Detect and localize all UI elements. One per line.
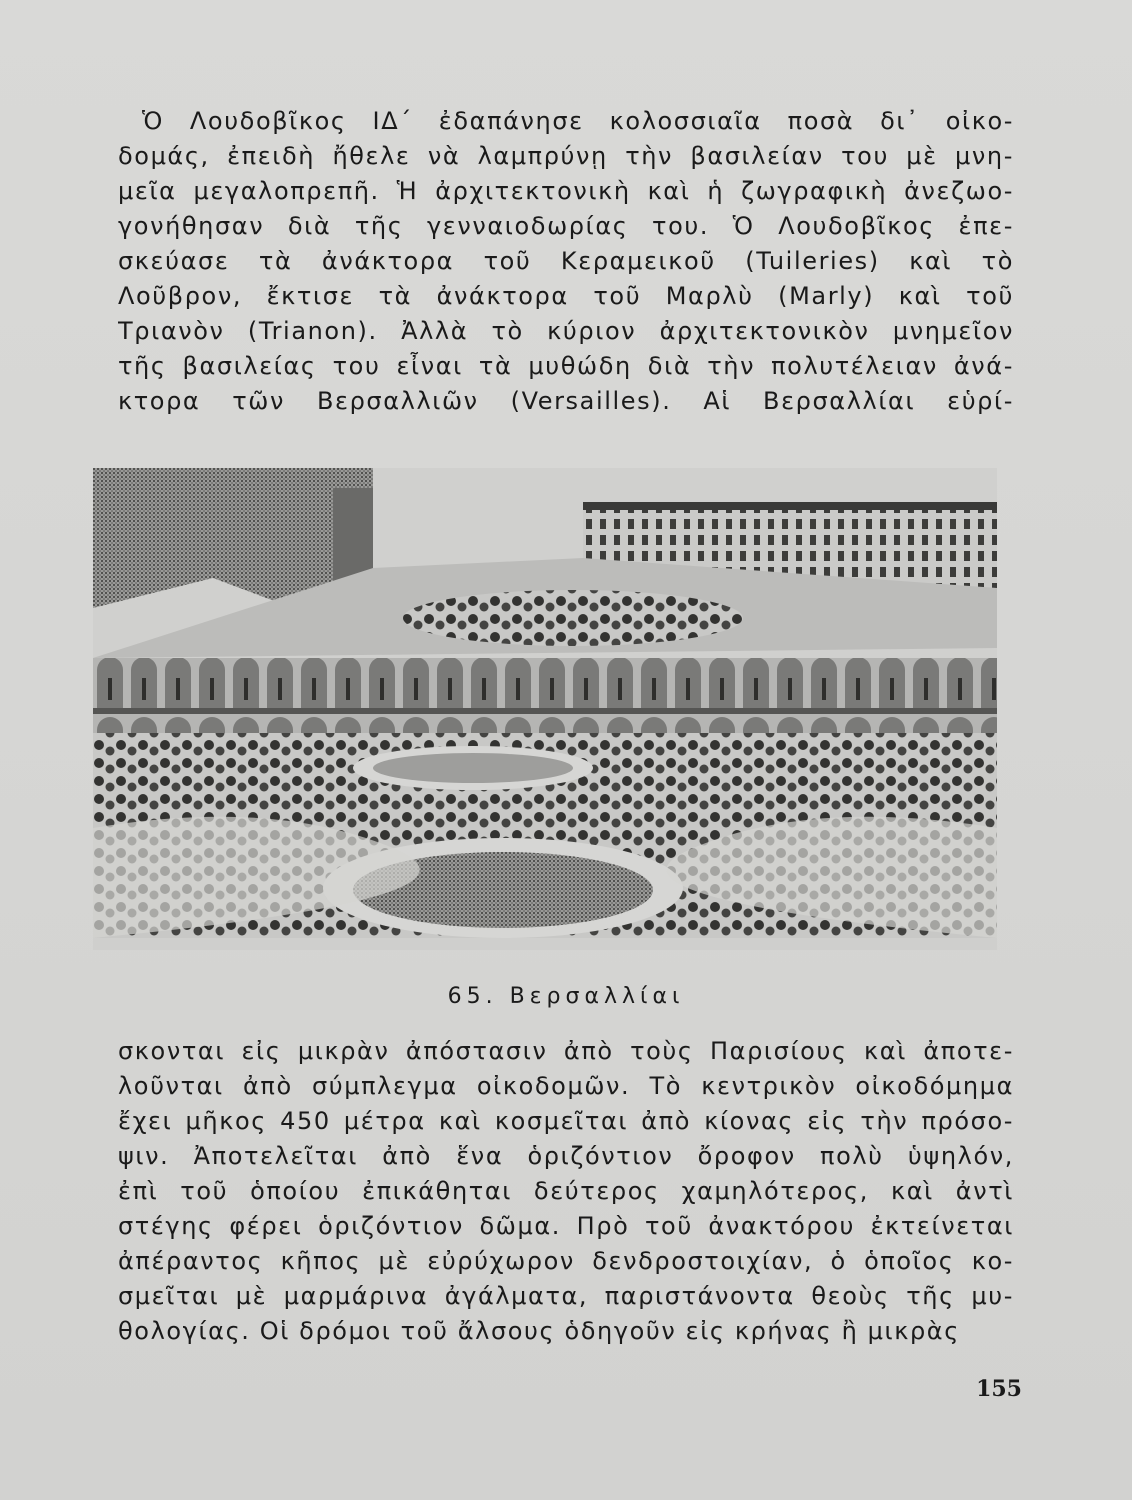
text-line: Τριανὸν (Trianon). Ἀλλὰ τὸ κύριον ἀρχιτεκτονικὸν μνημεῖον <box>118 317 1014 345</box>
bottom-paragraph <box>118 1034 1014 1349</box>
page-number: 155 <box>976 1376 1022 1402</box>
figure-caption: 65. Βερσαλλίαι <box>447 984 685 1009</box>
text-line: Λοῦβρον, ἔκτισε τὰ ἀνάκτορα τοῦ Μαρλὺ (Marly) καὶ τοῦ <box>118 282 1014 310</box>
text-line: σμεῖται μὲ μαρμάρινα ἀγάλματα, παριστάνοντα θεοὺς τῆς μυ- <box>118 1282 1014 1310</box>
text-line: ἀπέραντος κῆπος μὲ εὐρύχωρον δενδροστοιχίαν, ὁ ὁποῖος κο- <box>118 1247 1014 1275</box>
text-line: ψιν. Ἀποτελεῖται ἀπὸ ἕνα ὁριζόντιον ὄροφον πολὺ ὑψηλόν, <box>118 1142 1014 1170</box>
text-line: σκονται εἰς μικρὰν ἀπόστασιν ἀπὸ τοὺς Παρισίους καὶ ἀποτε- <box>118 1037 1014 1065</box>
text-line: θολογίας. Οἱ δρόμοι τοῦ ἄλσους ὁδηγοῦν εἰς κρήνας ἢ μικρὰς <box>118 1317 960 1345</box>
text-line: Ὁ Λουδοβῖκος ΙΔ΄ ἐδαπάνησε κολοσσιαῖα ποσὰ δι᾿ οἰκο- <box>142 107 1014 135</box>
text-line: ἔχει μῆκος 450 μέτρα καὶ κοσμεῖται ἀπὸ κίονας εἰς τὴν πρόσο- <box>118 1107 1014 1135</box>
text-line: ἐπὶ τοῦ ὁποίου ἐπικάθηται δεύτερος χαμηλότερος, καὶ ἀντὶ <box>118 1177 1014 1205</box>
text-line: στέγης φέρει ὁριζόντιον δῶμα. Πρὸ τοῦ ἀνακτόρου ἐκτείνεται <box>118 1212 1014 1240</box>
top-paragraph <box>118 104 1014 419</box>
text-line: τῆς βασιλείας του εἶναι τὰ μυθώδη διὰ τὴν πολυτέλειαν ἀνά- <box>118 352 1014 380</box>
text-line: γονήθησαν διὰ τῆς γενναιοδωρίας του. Ὁ Λουδοβῖκος ἐπε- <box>118 212 1014 240</box>
text-line: μεῖα μεγαλοπρεπῆ. Ἡ ἀρχιτεκτονικὴ καὶ ἡ ζωγραφικὴ ἀνεζωο- <box>118 177 1014 205</box>
text-line: σκεύασε τὰ ἀνάκτορα τοῦ Κεραμεικοῦ (Tuileries) καὶ τὸ <box>118 247 1014 275</box>
text-line: δομάς, ἐπειδὴ ἤθελε νὰ λαμπρύνῃ τὴν βασιλείαν του μὲ μνη- <box>118 142 1014 170</box>
text-line: λοῦνται ἀπὸ σύμπλεγμα οἰκοδομῶν. Τὸ κεντρικὸν οἰκοδόμημα <box>118 1072 1014 1100</box>
text-line: κτορα τῶν Βερσαλλιῶν (Versailles). Αἱ Βερσαλλίαι εὑρί- <box>118 387 1014 415</box>
versailles-engraving <box>93 468 997 950</box>
